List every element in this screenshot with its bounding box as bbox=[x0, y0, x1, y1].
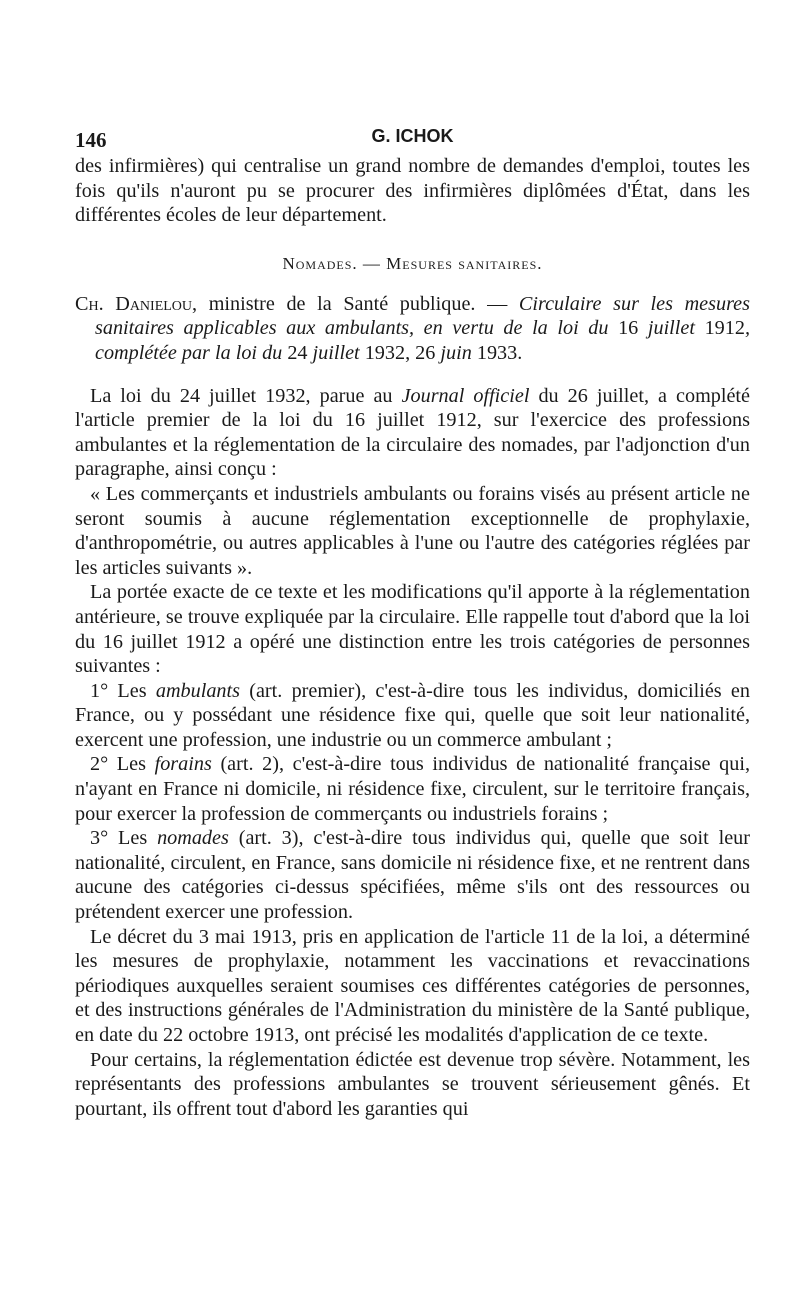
journal-title: Journal officiel bbox=[401, 384, 530, 407]
paragraph-text: du 26 juillet, a complété l'article premier de la loi du 16 juillet 1912, sur l'exercice des professions ambulantes et la réglementation de la circulaire des nomades, par l'adjonction d'un paragraphe, ainsi conçu : bbox=[75, 384, 751, 481]
page-body bbox=[75, 118, 750, 1121]
circular-title-4: juillet bbox=[307, 341, 365, 364]
circular-title: Circulaire sur les mesures sanitaires applicables aux ambulants, en vertu de la loi du bbox=[95, 292, 750, 340]
term-forains: forains bbox=[154, 753, 212, 776]
term-nomades: nomades bbox=[157, 827, 229, 850]
paragraph-8: Pour certains, la réglementation édictée est devenue trop sévère. Notamment, les représentants des professions ambulantes se trouvent sérieusement gênés. Et pourtant, ils offrent tout d'abord les garanties qui bbox=[75, 1048, 750, 1120]
section-title: Nomades. — Mesures sanitaires. bbox=[282, 253, 543, 273]
paragraph-7: Le décret du 3 mai 1913, pris en application de l'article 11 de la loi, a déterminé les mesures de prophylaxie, notamment les vaccinations et revaccinations périodiques auxquelles seraient soumises ces différentes catégories de personnes, et des instructions générales de l'Administration du ministère de la Santé publique, en date du 22 octobre 1913, ont précisé les modalités d'application de ce texte. bbox=[75, 925, 750, 1046]
paragraph-1 bbox=[75, 384, 750, 482]
paragraph-text: (art. 3), c'est-à-dire tous individus qui, quelle que soit leur nationalité, circulent, en France, sans domicile ni résidence fixe, et ne rentrent dans aucune des catégories ci-dessus spécifiées, même s'ils ont des ressources ou prétendent exercer une profession. bbox=[75, 827, 750, 924]
circular-date-3: 24 bbox=[287, 341, 308, 364]
paragraph-4-ambulants bbox=[75, 679, 750, 753]
circular-citation bbox=[75, 292, 750, 366]
paragraph-5-forains bbox=[75, 752, 750, 826]
paragraph-text: 3° Les bbox=[90, 827, 158, 850]
paragraph-text: 1° Les bbox=[90, 679, 156, 702]
running-head: G. ICHOK bbox=[371, 126, 454, 146]
circular-date-1: 16 bbox=[618, 317, 639, 340]
circular-title-2: juillet bbox=[638, 317, 705, 340]
term-ambulants: ambulants bbox=[155, 679, 240, 702]
circular-date-4: 1932, 26 bbox=[364, 341, 436, 364]
circular-date-2: 1912 bbox=[704, 317, 745, 340]
paragraph-6-nomades bbox=[75, 826, 750, 924]
paragraph-text: 2° Les bbox=[90, 753, 155, 776]
paragraph-3: La portée exacte de ce texte et les modifications qu'il apporte à la réglementation antérieure, se trouve expliquée par la circulaire. Elle rappelle tout d'abord que la loi du 16 juillet 1912 a opéré une distinction entre les trois catégories de personnes suivantes : bbox=[75, 581, 750, 678]
circular-title-3: , complétée par la loi du bbox=[95, 317, 750, 364]
intro-paragraph: des infirmières) qui centralise un grand nombre de demandes d'emploi, toutes les fois qu'ils n'auront pu se procurer des infirmières diplômées d'État, dans les différentes écoles de leur département. bbox=[75, 155, 750, 227]
circular-role: ministre de la Santé publique. — bbox=[197, 292, 519, 315]
page-number: 146 bbox=[75, 128, 107, 152]
circular-date-5: 1933. bbox=[476, 341, 523, 364]
paragraph-text: La loi du 24 juillet 1932, parue au bbox=[90, 384, 402, 407]
paragraph-text: (art. premier), c'est-à-dire tous les individus, domiciliés en France, ou y possédant une résidence fixe qui, quelle que soit leur nationalité, exercent une profession, une industrie ou un commerce ambulant ; bbox=[75, 679, 750, 751]
circular-author: Ch. Danielou, bbox=[75, 292, 198, 315]
paragraph-text: (art. 2), c'est-à-dire tous individus de nationalité française qui, n'ayant en France ni domicile, ni résidence fixe, circulent, sur le territoire français, pour exercer la profession de commerçants ou industriels forains ; bbox=[75, 753, 750, 825]
paragraph-2-quote: « Les commerçants et industriels ambulants ou forains visés au présent article ne seront soumis à aucune réglementation exceptionnelle de prophylaxie, d'anthropométrie, ou autres applicables à l'une ou l'autre des catégories réglées par les articles suivants ». bbox=[75, 482, 750, 579]
circular-title-5: juin bbox=[435, 341, 477, 364]
page-header bbox=[75, 118, 750, 154]
